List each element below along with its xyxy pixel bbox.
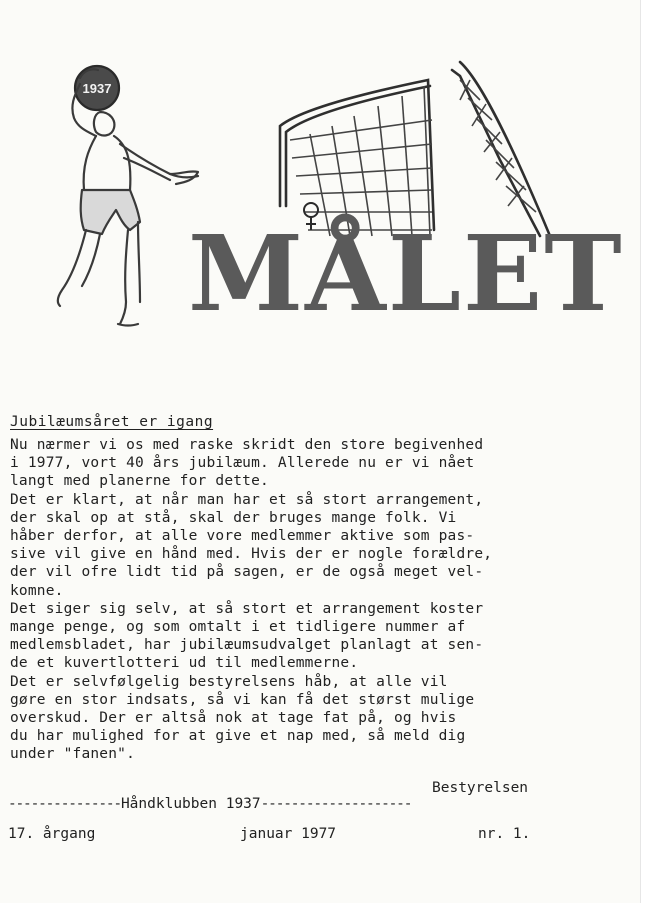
article-line: langt med planerne for dette. (10, 473, 269, 490)
article-line: overskud. Der er altså nok at tage fat på, og hvis (10, 710, 457, 727)
article-line: komne. (10, 582, 64, 599)
article-line: Det siger sig selv, at så stort et arrangement koster (10, 600, 484, 617)
article-line: mange penge, og som omtalt i et tidligere nummer af (10, 619, 466, 636)
article-heading: Jubilæumsåret er igang (10, 414, 214, 430)
masthead-title: MÅLET (188, 212, 624, 335)
issue-volume: 17. årgang (8, 826, 96, 842)
handball-player-drawing (58, 66, 198, 326)
article-line: Det er selvfølgelig bestyrelsens håb, at alle vil (10, 673, 448, 690)
article-line: der vil ofre lidt tid på sagen, er de også meget vel- (10, 564, 484, 581)
article-line: medlemsbladet, har jubilæumsudvalget planlagt at sen- (10, 637, 484, 654)
article-line: håber derfor, at alle vore medlemmer aktive som pas- (10, 528, 475, 545)
article-line: sive vil give en hånd med. Hvis der er nogle forældre, (10, 546, 493, 563)
article-line: i 1977, vort 40 års jubilæum. Allerede nu er vi nået (10, 455, 475, 472)
goal-net-drawing (280, 62, 550, 236)
article-line: der skal op at stå, skal der bruges mange folk. Vi (10, 509, 457, 526)
article-line: under "fanen". (10, 746, 136, 763)
footer-dashes-right: -------------------- (260, 796, 412, 812)
issue-number: nr. 1. (478, 826, 531, 842)
footer-dashes-left: --------------- (8, 796, 121, 812)
footer-club-rule (8, 796, 411, 812)
footer-club-name: Håndklubben 1937 (120, 796, 261, 812)
article-line: du har mulighed for at give et nap med, så meld dig (10, 728, 466, 745)
issue-date: januar 1977 (240, 826, 337, 842)
article-line: gøre en stor indsats, så vi kan få det størst mulige (10, 691, 475, 708)
article (10, 412, 610, 764)
article-line: de et kuvertlotteri ud til medlemmerne. (10, 655, 359, 672)
player-badge: 1937 (82, 81, 112, 96)
article-line: Det er klart, at når man har et så stort arrangement, (10, 491, 484, 508)
article-line: Nu nærmer vi os med raske skridt den store begivenhed (10, 437, 484, 453)
article-signature: Bestyrelsen (432, 780, 529, 796)
